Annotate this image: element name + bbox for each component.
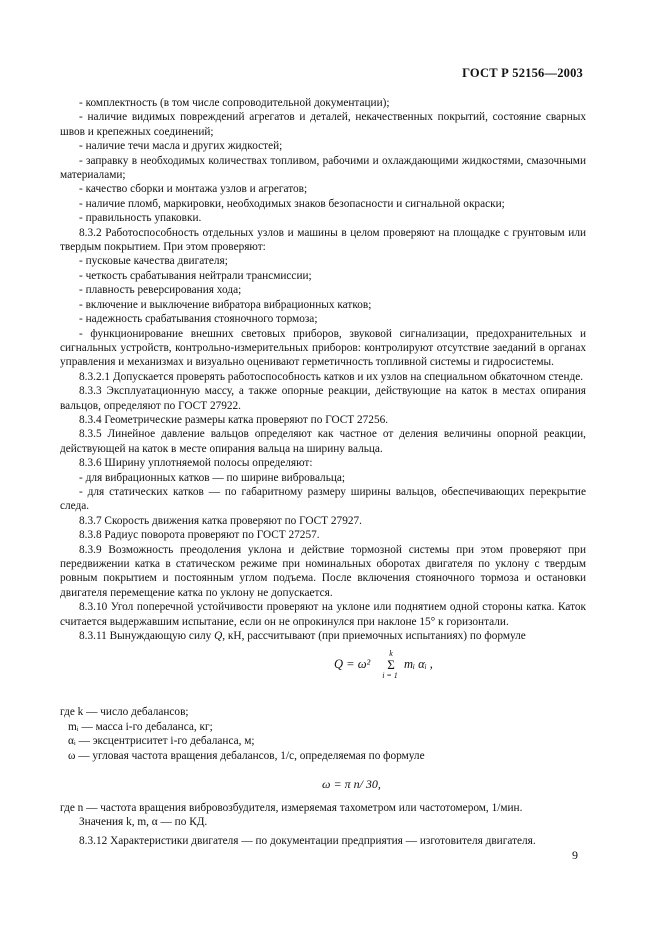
- list-item: - заправку в необходимых количествах топливом, рабочими и охлаждающими жидкостями, смазочными материалами;: [60, 154, 586, 182]
- definition-alpha: αᵢ — эксцентриситет i-го дебаланса, м;: [68, 735, 255, 748]
- list-item: - наличие видимых повреждений агрегатов и деталей, некачественных покрытий, состояние сварных швов и крепежных соединений;: [60, 111, 586, 138]
- formula-definitions: [60, 705, 586, 763]
- paragraph-8-3-10: 8.3.10 Угол поперечной устойчивости проверяют на уклоне или поднятием одной стороны катка. Каток считается выдержавшим испытание, если он не опрокинулся при наклоне 15° к горизонтали.: [60, 601, 586, 628]
- definition-m: mᵢ — масса i-го дебаланса, кг;: [68, 720, 213, 733]
- paragraph-8-3-5: 8.3.5 Линейное давление вальцов определяют как частное от деления величины опорной реакции, действующей на каток в месте опирания вальца на ширину вальца.: [60, 428, 586, 455]
- list-item: - для статических катков — по габаритному размеру ширины вальцов, обеспечивающих перекрытие следа.: [60, 485, 586, 513]
- formula-omega-text: ω = π n/ 30,: [322, 777, 381, 792]
- force-symbol: Q: [214, 630, 223, 643]
- paragraph-8-3-11-lead: 8.3.11 Вынуждающую силу: [79, 630, 215, 643]
- list-item: - для вибрационных катков — по ширине вибровальца;: [79, 471, 346, 484]
- definition-omega: ω — угловая частота вращения дебалансов, 1/с, определяемая по формуле: [68, 749, 425, 762]
- paragraph-8-3-7: 8.3.7 Скорость движения катка проверяют по ГОСТ 27927.: [79, 514, 362, 527]
- list-item: - комплектность (в том числе сопроводительной документации);: [79, 97, 390, 109]
- paragraph-8-3-2-1: 8.3.2.1 Допускается проверять работоспособность катков и их узлов на специальном обкаточном стенде.: [79, 370, 584, 383]
- formula-force-left: Q = ω²: [334, 657, 371, 672]
- formula-force: [60, 643, 586, 705]
- list-item: - плавность реверсирования хода;: [79, 284, 242, 297]
- paragraph-8-3-9: 8.3.9 Возможность преодоления уклона и действие тормозной системы при этом проверяют при передвижении катка в статическом режиме при номинальных оборотах двигателя по уклону с твердым ровным покрытием и постоянным углом подъема. После включения стояночного тормоза и остановки двигателя перемещение катка по уклону не допускается.: [60, 543, 586, 599]
- paragraph-8-3-3: 8.3.3 Эксплуатационную массу, а также опорные реакции, действующие на каток в местах опирания вальцов, определяют по ГОСТ 27922.: [60, 385, 586, 412]
- sigma-symbol: Σ: [387, 657, 395, 673]
- paragraph-8-3-4: 8.3.4 Геометрические размеры катка проверяют по ГОСТ 27256.: [79, 413, 389, 426]
- sum-lower-limit: i = 1: [382, 671, 398, 681]
- list-item: - качество сборки и монтажа узлов и агрегатов;: [79, 183, 308, 196]
- paragraph-8-3-11-tail: , кН, рассчитывают (при приемочных испытаниях) по формуле: [222, 630, 526, 643]
- list-item: - пусковые качества двигателя;: [79, 255, 228, 268]
- paragraph-8-3-6: 8.3.6 Ширину уплотняемой полосы определяют:: [79, 457, 313, 470]
- document-body: [60, 96, 586, 848]
- definition-n: где n — частота вращения вибровозбудителя, измеряемая тахометром или частотомером, 1/мин.: [60, 802, 523, 815]
- document-header: ГОСТ Р 52156—2003: [462, 66, 583, 80]
- list-item: - четкость срабатывания нейтрали трансмиссии;: [79, 269, 312, 282]
- list-item: - включение и выключение вибратора вибрационных катков;: [79, 298, 372, 311]
- paragraph-8-3-8: 8.3.8 Радиус поворота проверяют по ГОСТ 27257.: [79, 529, 320, 542]
- paragraph-8-3-11: [60, 629, 586, 643]
- list-item: - надежность срабатывания стояночного тормоза;: [79, 313, 318, 326]
- paragraph-8-3-12: 8.3.12 Характеристики двигателя — по документации предприятия — изготовителя двигателя.: [79, 834, 536, 847]
- list-item: - правильность упаковки.: [79, 212, 202, 225]
- formula-force-right: mᵢ αᵢ ,: [404, 657, 433, 672]
- list-item: - функционирование внешних световых приборов, звуковой сигнализации, предохранительных и сигнальных устройств, контрольно-измерительных приборов: контролируют отсутствие заеданий в органах управления и механизмах и визуально оценивают герметичность топливной системы и гидросистемы.: [60, 327, 586, 369]
- page-number: 9: [572, 848, 578, 862]
- formula-omega: [60, 763, 586, 801]
- sum-operator: [384, 649, 398, 681]
- paragraph-8-3-2: 8.3.2 Работоспособность отдельных узлов и машины в целом проверяют на площадке с грунтовым или твердым покрытием. При этом проверяют:: [60, 226, 586, 254]
- sum-upper-limit: k: [389, 649, 393, 659]
- definition-k: где k — число дебалансов;: [60, 706, 189, 719]
- values-note: Значения k, m, α — по КД.: [79, 816, 208, 829]
- list-item: - наличие течи масла и других жидкостей;: [79, 140, 283, 153]
- list-item: - наличие пломб, маркировки, необходимых знаков безопасности и сигнальной окраски;: [79, 197, 505, 210]
